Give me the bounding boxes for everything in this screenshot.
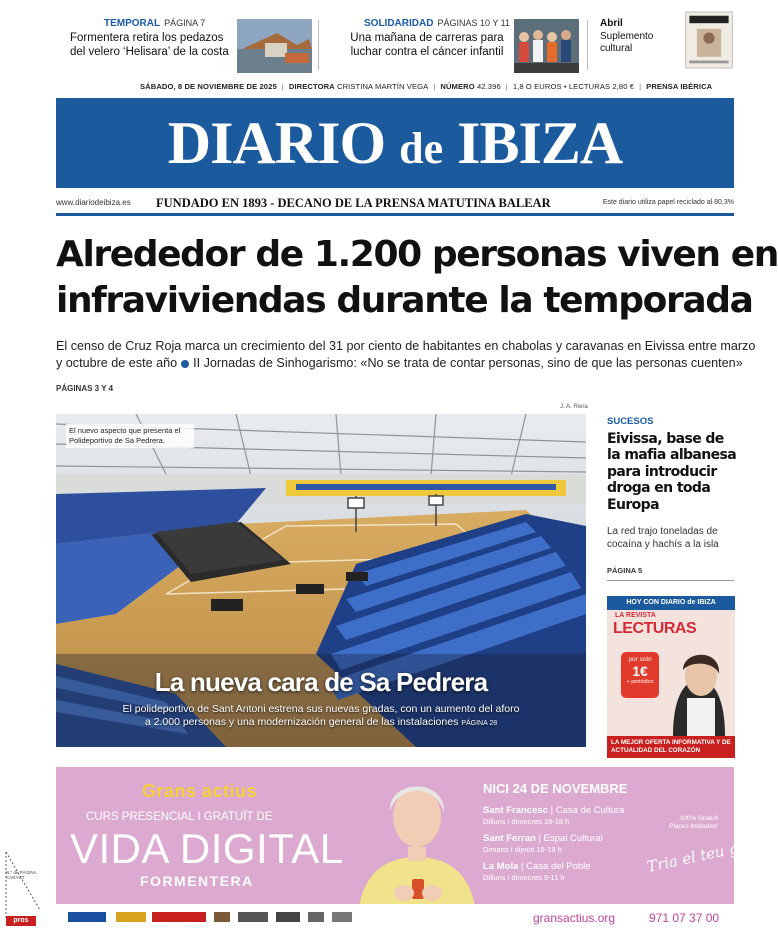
ad-start-date: NICI 24 DE NOVEMBRE	[483, 781, 628, 796]
side-headline-line: para introducir	[607, 463, 717, 480]
photo-headline: La nueva cara de Sa Pedrera	[154, 667, 488, 697]
masthead-word: de	[399, 124, 444, 173]
consell-logo-icon	[238, 912, 268, 922]
magazine-price-badge	[621, 652, 659, 698]
photo-caption: El nuevo aspecto que presenta el Polideportivo de Sa Pedrera.	[66, 424, 194, 448]
main-lead	[56, 338, 756, 372]
ad-brand: Grans actius	[142, 781, 258, 801]
ad-phone[interactable]: 971 07 37 00	[649, 911, 720, 925]
lead-line: El censo de Cruz Roja marca un crecimiento del 31 por ciento de habitantes en chabolas y caravanas en Eivissa entre marzo	[56, 339, 756, 353]
photo-text	[56, 703, 586, 730]
masthead-word: DIARIO	[167, 110, 386, 176]
side-story-kicker: SUCESOS	[607, 416, 654, 427]
issue-number-label: NÚMERO	[440, 82, 475, 91]
ad-free-note	[669, 815, 718, 831]
headline-line: Alrededor de 1.200 personas viven en	[56, 234, 778, 275]
bullet-dot-icon	[181, 360, 189, 368]
price-note: + periódico	[626, 679, 654, 685]
side-story-lead: La red trajo toneladas de cocaína y hachís a la isla	[607, 526, 719, 550]
margin-registration-marks	[4, 850, 44, 930]
session-venue: | Casa de Cultura	[550, 805, 625, 816]
ad-seats-label: Places limitades!	[669, 823, 718, 830]
headline-line: infraviviendas durante la temporada	[56, 280, 753, 321]
main-headline[interactable]	[56, 232, 778, 324]
promo-line: cultural	[600, 43, 633, 54]
founded-tagline: FUNDADO EN 1893 - DECANO DE LA PRENSA MATUTINA BALEAR	[156, 196, 551, 210]
ad-session	[483, 861, 643, 883]
issue-price: 1,8 O EUROS	[512, 82, 562, 91]
sports-hall-photo[interactable]	[56, 414, 586, 747]
ad-sponsor-logos	[56, 904, 361, 930]
issue-number: 42.396	[476, 82, 501, 91]
ad-website-link[interactable]: gransactius.org	[533, 911, 616, 925]
side-headline-line: la mafia albanesa	[607, 447, 737, 464]
side-headline-line: droga en toda	[607, 480, 711, 497]
magazine-name: LECTURAS	[613, 620, 697, 637]
margin-note: N.º de PÁGINA CARÁCT	[6, 870, 37, 880]
divider	[587, 20, 588, 70]
lead-line: II Jornadas de Sinhogarismo: «No se trata de contar personas, sino de que las personas cuenten»	[193, 356, 743, 370]
lecturas-magazine-promo[interactable]	[607, 596, 735, 758]
recycled-paper-note: Este diario utiliza papel reciclado al 80,3%	[602, 199, 734, 206]
price-label: por solo	[628, 656, 652, 663]
ad-course: CURS PRESENCIAL I GRATUÏT DE	[86, 811, 273, 823]
abril-cover-thumbnail	[684, 12, 734, 68]
ad-session	[483, 833, 643, 855]
masthead-title	[56, 98, 734, 188]
promo-solidaridad[interactable]	[342, 18, 512, 74]
promo-line: luchar contra el cáncer infantil	[350, 46, 504, 58]
photo-credit: J. A. Riera	[560, 404, 588, 410]
session-time: Dilluns i dimecres 9-11 h	[483, 873, 565, 882]
magazine-band: HOY CON DIARIO de IBIZA	[607, 596, 735, 610]
session-venue: | Espai Cultural	[538, 833, 603, 844]
photo-text-line: El polideportivo de Sant Antoni estrena sus nuevas gradas, con un aumento del aforo	[122, 703, 520, 715]
partner-logo-icon	[332, 912, 352, 922]
ad-slogan: Tria el teu grup!	[645, 832, 773, 876]
side-story-page: PÁGINA 5	[607, 566, 643, 575]
promo-kicker: SOLIDARIDAD	[364, 18, 434, 29]
partner-logo-icon	[308, 912, 324, 922]
session-time: Dilluns i dimecres 16-18 h	[483, 817, 570, 826]
magazine-cover-portrait	[663, 640, 735, 736]
promo-solidaridad-thumbnail	[514, 18, 579, 74]
promo-abril[interactable]	[600, 18, 680, 74]
issue-date: SÁBADO, 8 DE NOVIEMBRE DE 2025	[140, 82, 277, 91]
session-time: Dimarts i dijous 16-18 h	[483, 845, 562, 854]
grans-actius-advertisement[interactable]	[56, 767, 773, 930]
director-name: CRISTINA MARTÍN VEGA	[336, 82, 429, 91]
masthead-word: IBIZA	[457, 110, 623, 176]
ad-location: FORMENTERA	[140, 873, 254, 889]
date-line: SÁBADO, 8 DE NOVIEMBRE DE 2025 | DIRECTORA CRISTINA MARTÍN VEGA | NÚMERO 42.396 | 1,8 O EUROS • LECTURAS 2,80 € | PRENSA IBÉRICA	[140, 82, 713, 91]
council-logo-icon	[214, 912, 230, 922]
promo-kicker: Abril	[600, 18, 623, 29]
promo-page: PÁGINAS 10 Y 11	[437, 18, 510, 28]
price-value: 1€	[632, 663, 648, 679]
director-label: DIRECTORA	[288, 82, 335, 91]
promo-line: Una mañana de carreras para	[350, 32, 504, 44]
promo-temporal-thumbnail	[237, 18, 312, 74]
session-venue: | Casa del Poble	[521, 861, 591, 872]
lead-line: y octubre de este año	[56, 356, 178, 370]
lecturas-price: • LECTURAS 2,80 €	[563, 82, 635, 91]
side-story-headline[interactable]	[607, 431, 737, 513]
promo-page: PÁGINA 7	[164, 18, 206, 28]
masthead-subbar	[56, 194, 734, 216]
promo-line: del velero ‘Helisara’ de la costa	[70, 46, 229, 58]
photo-text-line: a 2.000 personas y una modernización general de las instalaciones	[144, 716, 459, 728]
masthead[interactable]	[56, 98, 734, 188]
magazine-kicker: LA REVISTA	[615, 612, 656, 619]
side-headline-line: Eivissa, base de	[607, 431, 724, 447]
divider	[318, 20, 319, 70]
publisher-group: PRENSA IBÉRICA	[646, 82, 713, 91]
promo-kicker: TEMPORAL	[104, 18, 161, 29]
website-link[interactable]: www.diariodeibiza.es	[56, 198, 131, 207]
ad-session	[483, 805, 643, 827]
gov-logo-icon	[116, 912, 146, 922]
margin-stamp: pros	[6, 916, 36, 926]
promo-line: Formentera retira los pedazos	[70, 32, 224, 44]
side-headline-line: Europa	[607, 496, 659, 513]
ad-free-label: 100% Gratuït	[679, 815, 718, 822]
partner-logo-icon	[276, 912, 300, 922]
main-story-pages: PÁGINAS 3 Y 4	[56, 384, 114, 393]
session-place: La Mola	[483, 861, 519, 872]
promo-line: Suplemento	[600, 31, 654, 42]
photo-page: PÁGINA 28	[461, 720, 498, 727]
ministry-logo-icon	[152, 912, 206, 922]
session-place: Sant Ferran	[483, 833, 536, 844]
ad-title: VIDA DIGITAL	[70, 825, 344, 872]
magazine-footer: LA MEJOR OFERTA INFORMATIVA Y DE ACTUALIDAD DEL CORAZÓN	[607, 736, 735, 758]
eu-logo-icon	[68, 912, 106, 922]
session-place: Sant Francesc	[483, 805, 548, 816]
divider	[607, 580, 734, 581]
